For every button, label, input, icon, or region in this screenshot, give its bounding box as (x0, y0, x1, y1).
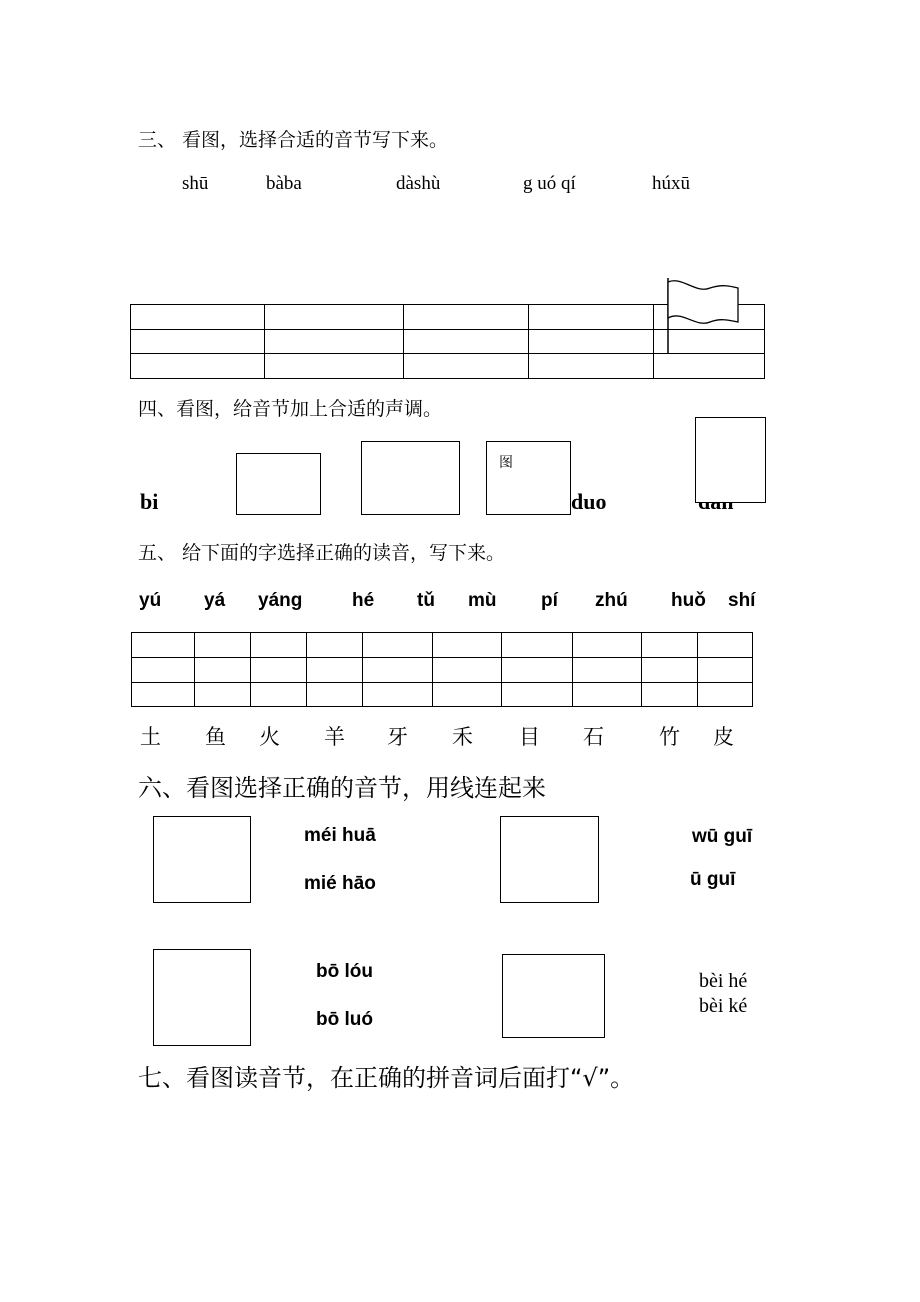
grid-cell[interactable] (131, 354, 265, 379)
picture-placeholder (236, 453, 321, 515)
section5-syllable: yú (139, 590, 162, 611)
grid-cell[interactable] (265, 305, 404, 330)
grid-cell[interactable] (642, 683, 698, 707)
section5-answer-grid (131, 632, 753, 707)
grid-cell[interactable] (698, 683, 753, 707)
section3-syllable-5: húxū (652, 173, 690, 194)
grid-cell[interactable] (642, 633, 698, 658)
grid-cell[interactable] (131, 330, 265, 354)
grid-cell[interactable] (642, 658, 698, 683)
grid-cell[interactable] (307, 633, 363, 658)
section7-title: 七、看图读音节，在正确的拼音词后面打“√”。 (138, 1064, 635, 1092)
grid-cell[interactable] (433, 658, 502, 683)
section4-syllable-bi: bi (140, 489, 159, 514)
section6-option[interactable]: bō luó (316, 1009, 373, 1030)
grid-cell[interactable] (573, 633, 642, 658)
image-label: 图 (499, 455, 513, 471)
picture-placeholder (486, 441, 571, 515)
grid-cell[interactable] (433, 633, 502, 658)
grid-cell[interactable] (573, 683, 642, 707)
section6-option[interactable]: méi huā (304, 825, 376, 846)
section5-character: 土 (140, 725, 161, 749)
section6-option[interactable]: mié hāo (304, 873, 376, 894)
grid-cell[interactable] (363, 683, 433, 707)
section5-character: 禾 (452, 725, 473, 749)
grid-cell[interactable] (265, 354, 404, 379)
grid-cell[interactable] (404, 354, 529, 379)
grid-cell[interactable] (502, 683, 573, 707)
section5-character: 皮 (713, 725, 734, 749)
grid-cell[interactable] (307, 658, 363, 683)
grid-cell[interactable] (265, 330, 404, 354)
picture-placeholder (500, 816, 599, 903)
grid-cell[interactable] (131, 305, 265, 330)
grid-cell[interactable] (433, 683, 502, 707)
grid-cell[interactable] (195, 633, 251, 658)
grid-cell[interactable] (132, 633, 195, 658)
section4-syllable-duo: duo (571, 489, 607, 514)
grid-cell[interactable] (698, 658, 753, 683)
grid-cell[interactable] (132, 683, 195, 707)
grid-cell[interactable] (529, 305, 654, 330)
grid-cell[interactable] (502, 658, 573, 683)
section5-syllable: mù (468, 590, 497, 611)
flag-icon (660, 276, 742, 356)
grid-cell[interactable] (363, 658, 433, 683)
grid-cell[interactable] (251, 633, 307, 658)
grid-cell[interactable] (132, 658, 195, 683)
section5-syllable: hé (352, 590, 375, 611)
section5-character: 石 (583, 725, 604, 749)
section5-character: 羊 (324, 725, 345, 749)
grid-cell[interactable] (573, 658, 642, 683)
grid-cell[interactable] (195, 658, 251, 683)
grid-cell[interactable] (307, 683, 363, 707)
section5-character: 竹 (659, 725, 680, 749)
section3-syllable-1: shū (182, 173, 209, 194)
section3-syllable-4: g uó qí (523, 173, 576, 194)
section6-option[interactable]: ū guī (690, 869, 736, 890)
grid-cell[interactable] (698, 633, 753, 658)
section6-option[interactable]: bō lóu (316, 961, 373, 982)
grid-cell[interactable] (502, 633, 573, 658)
picture-placeholder (695, 417, 766, 503)
picture-placeholder (153, 816, 251, 903)
section5-character: 目 (519, 725, 540, 749)
section5-syllable: huǒ (671, 590, 706, 611)
grid-cell[interactable] (363, 633, 433, 658)
grid-cell[interactable] (654, 354, 765, 379)
grid-cell[interactable] (404, 330, 529, 354)
grid-cell[interactable] (529, 330, 654, 354)
section5-syllable: shí (728, 590, 756, 611)
grid-cell[interactable] (251, 658, 307, 683)
picture-placeholder (502, 954, 605, 1038)
section5-character: 鱼 (205, 725, 226, 749)
picture-placeholder (361, 441, 460, 515)
section4-title: 四、看图，给音节加上合适的声调。 (138, 398, 443, 420)
picture-placeholder (153, 949, 251, 1046)
section5-character: 牙 (387, 725, 408, 749)
section5-syllable: yá (204, 590, 226, 611)
section5-character: 火 (259, 725, 280, 749)
section6-option[interactable]: bèi ké (699, 995, 748, 1017)
section3-title: 三、 看图，选择合适的音节写下来。 (138, 129, 449, 151)
grid-cell[interactable] (404, 305, 529, 330)
section6-option[interactable]: wū guī (692, 826, 753, 847)
grid-cell[interactable] (251, 683, 307, 707)
section5-syllable: tǔ (417, 590, 435, 611)
section5-syllable: yáng (258, 590, 303, 611)
grid-cell[interactable] (195, 683, 251, 707)
section5-syllable: pí (541, 590, 558, 611)
section3-syllable-2: bàba (266, 173, 302, 194)
section3-syllable-3: dàshù (396, 173, 441, 194)
section6-option[interactable]: bèi hé (699, 970, 748, 992)
section5-title: 五、 给下面的字选择正确的读音，写下来。 (138, 542, 506, 564)
section5-syllable: zhú (595, 590, 628, 611)
section6-title: 六、看图选择正确的音节，用线连起来 (138, 774, 546, 802)
grid-cell[interactable] (529, 354, 654, 379)
